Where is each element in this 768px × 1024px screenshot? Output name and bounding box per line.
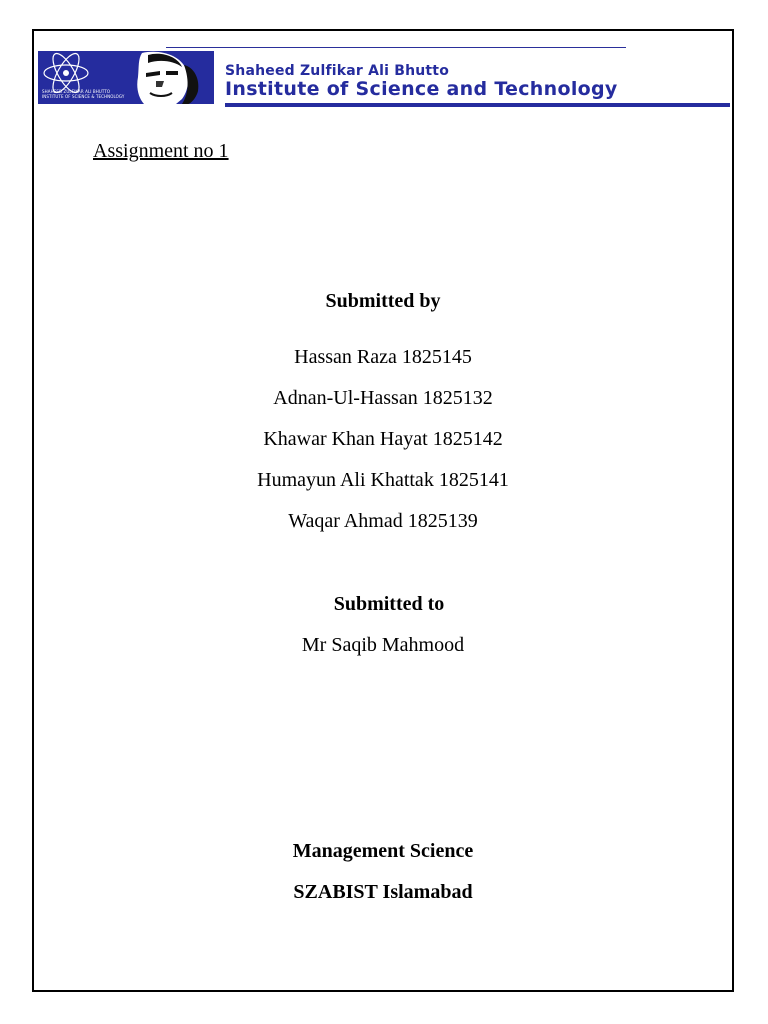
- member-1: Hassan Raza 1825145: [294, 346, 472, 368]
- member-2: Adnan-Ul-Hassan 1825132: [273, 387, 493, 409]
- assignment-title: Assignment no 1: [93, 140, 229, 162]
- institute-header-banner: [38, 48, 730, 108]
- institute-logo: [38, 51, 214, 104]
- member-3: Khawar Khan Hayat 1825142: [263, 428, 503, 450]
- member-5: Waqar Ahmad 1825139: [288, 510, 478, 532]
- campus-name: SZABIST Islamabad: [293, 881, 473, 903]
- department-name: Management Science: [292, 840, 474, 862]
- submitted-to-name: Mr Saqib Mahmood: [301, 634, 465, 656]
- submitted-to-label: Submitted to: [333, 593, 445, 615]
- logo-caption-line1: SHAHEED ZULFIKAR ALI BHUTTO: [42, 89, 111, 94]
- member-4: Humayun Ali Khattak 1825141: [257, 469, 509, 491]
- institute-name-line1: Shaheed Zulfikar Ali Bhutto: [225, 63, 450, 79]
- submitted-by-label: Submitted by: [325, 290, 441, 312]
- logo-caption: [42, 89, 124, 99]
- institute-name-line2: Institute of Science and Technology: [225, 78, 618, 100]
- logo-caption-line2: INSTITUTE OF SCIENCE & TECHNOLOGY: [42, 94, 125, 99]
- header-underline: [225, 103, 730, 107]
